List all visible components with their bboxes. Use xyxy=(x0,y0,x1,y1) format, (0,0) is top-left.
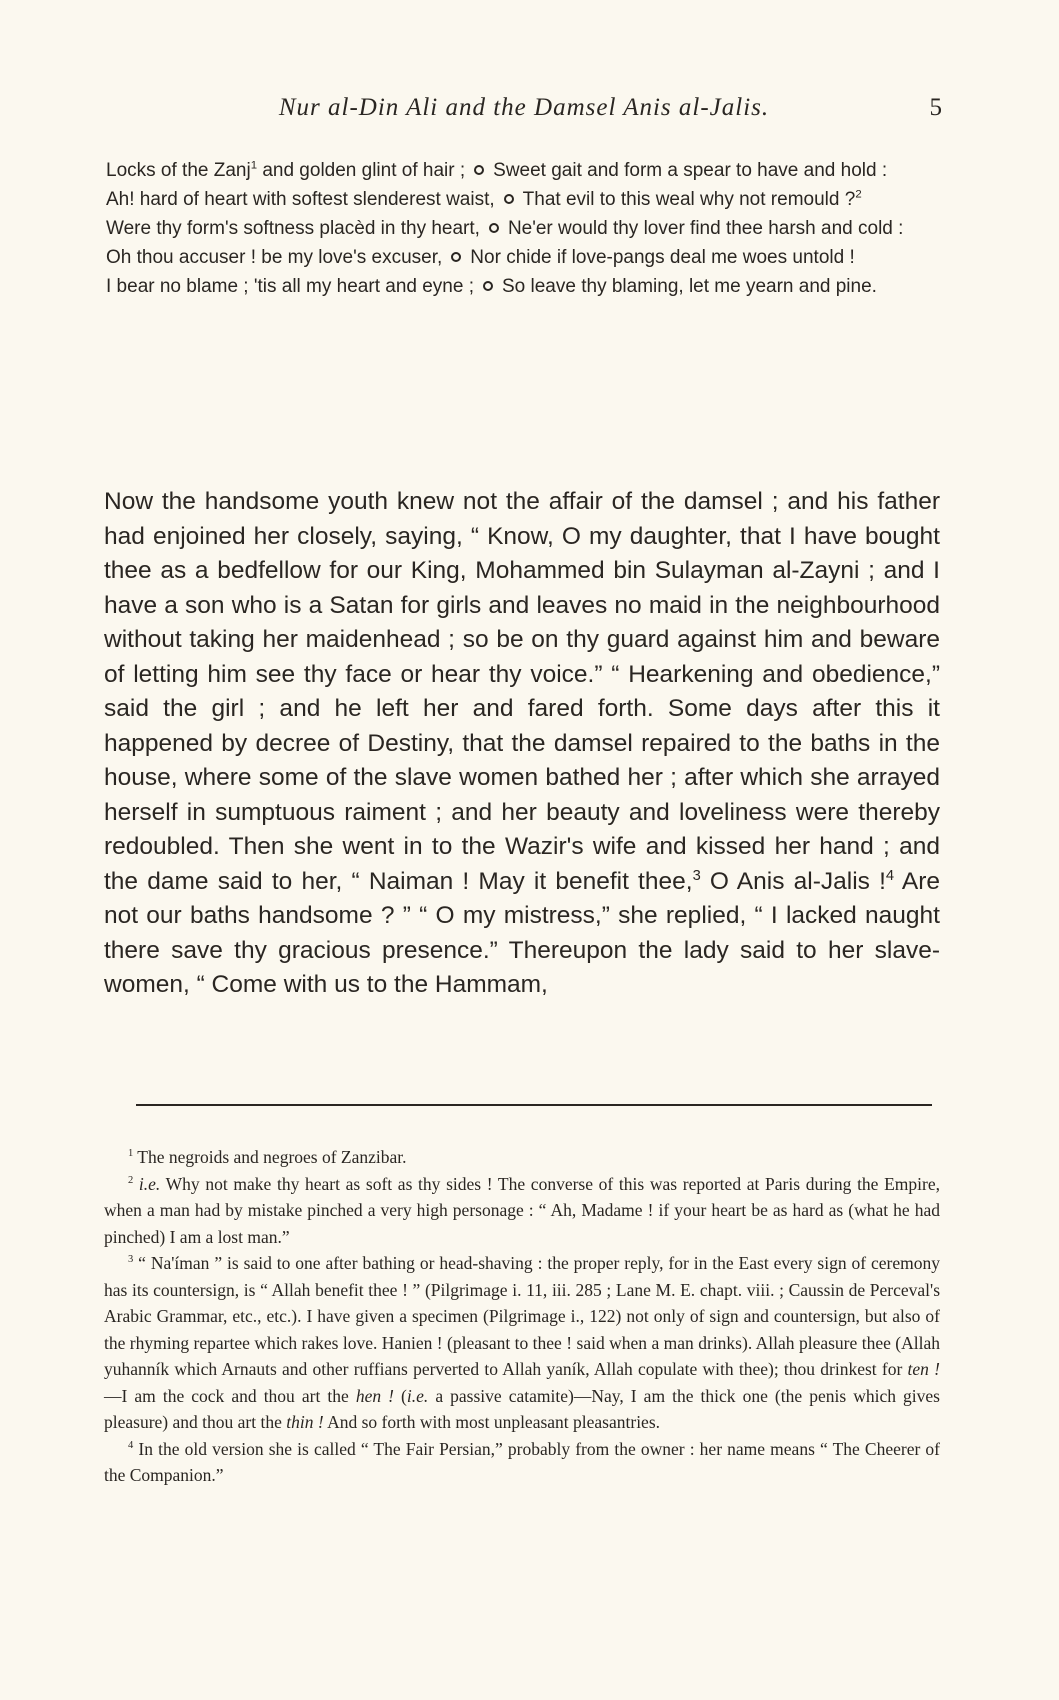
verse-text: and golden glint of hair ; xyxy=(257,160,466,181)
prose-text: Now the handsome youth knew not the affair of the damsel ; and his father had enjoined her closely, saying, “ Know, O my daughter, that I have bought thee as a bedfellow for our King, Mohammed bin Sulayman al-Zayni ; and I have a son who is a Satan for girls and leaves no maid in the neighbourhood without taking her maidenhead ; so be on thy guard against him and beware of letting him see thy face or hear thy voice.” “ Hearkening and obedience,” said the girl ; and he left her and fared forth. Some days after this it happened by decree of Destiny, that the damsel repaired to the baths in the house, where some of the slave women bathed her ; after which she arrayed herself in sumptuous raiment ; and her beauty and loveliness were thereby redoubled. Then she went in to the Wazir's wife and kissed her hand ; and the dame said to her, “ Naiman ! May it benefit thee, xyxy=(104,488,940,895)
verse-text: Oh thou accuser ! be my love's excuser, xyxy=(106,247,443,268)
verse-text: Were thy form's softness placèd in thy heart, xyxy=(106,218,480,239)
footnote-ref: 4 xyxy=(885,867,895,884)
verse-couplet xyxy=(106,272,942,301)
footnote-text: And so forth with most unpleasant pleasantries. xyxy=(323,1412,661,1432)
footnote xyxy=(104,1436,940,1489)
footnotes xyxy=(104,1144,940,1489)
verse-text: Locks of the Zanj xyxy=(106,160,251,181)
verse-block xyxy=(106,156,942,301)
footnote-number: 3 xyxy=(128,1254,134,1266)
page-number: 5 xyxy=(929,94,942,121)
verse-couplet xyxy=(106,214,942,243)
footnote-text: —I am the cock and thou art the xyxy=(104,1385,356,1406)
verse-couplet xyxy=(106,243,942,272)
footnote-text: “ Na'íman ” is said to one after bathing or head-shaving : the proper reply, for in the East every sign of ceremony has its countersign, is “ Allah benefit thee ! ” (Pilgrimage i. 11, iii. 285 ; Lane M. E. chapt. viii. ; Caussin de Perceval's Arabic Grammar, etc., etc.). I have given a specimen (Pilgrimage i., 122) not only of sign and countersign, but also of the rhyming repartee which rakes love. Hanien ! (pleasant to thee ! said when a man drinks). Allah pleasure thee (Allah yuhanník which Arnauts and other ruffians perverted to Allah yaník, Allah copulate with thee); thou drinkest for xyxy=(104,1253,940,1379)
couplet-separator-icon xyxy=(489,223,499,233)
verse-text: That evil to this weal why not remould ? xyxy=(522,189,856,210)
body-paragraph xyxy=(104,485,940,1003)
couplet-separator-icon xyxy=(474,165,484,175)
footnote-text: Why not make thy heart as soft as thy sides ! The converse of this was reported at Paris during the Empire, when a man had by mistake pinched a very high personage : “ Ah, Madame ! if your heart be as hard as (what he had pinched) I am a lost man.” xyxy=(104,1173,940,1247)
footnote-divider xyxy=(136,1104,932,1106)
footnote-ref: 1 xyxy=(250,159,258,172)
footnote-text: The negroids and negroes of Zanzibar. xyxy=(133,1147,407,1167)
verse-hemistich xyxy=(106,156,942,185)
footnote-italic: hen ! xyxy=(355,1385,394,1406)
footnote xyxy=(104,1250,940,1436)
couplet-separator-icon xyxy=(504,194,514,204)
prose-text: Are not our baths handsome ? ” “ O my mistress,” she replied, “ I lacked naught there save thy gracious presence.” Thereupon the lady said to her slave-women, “ Come with us to the Hammam, xyxy=(104,867,941,998)
footnote-italic: i.e. xyxy=(406,1385,429,1406)
verse-text: Ne'er would thy lover find thee harsh and cold : xyxy=(507,218,904,239)
verse-hemistich xyxy=(106,243,942,272)
footnote-text: ( xyxy=(393,1385,407,1406)
verse-couplet xyxy=(106,185,942,214)
footnote-number: 2 xyxy=(128,1174,134,1186)
verse-hemistich xyxy=(106,214,942,243)
footnote-italic: thin ! xyxy=(286,1412,324,1432)
footnote-number: 4 xyxy=(128,1439,134,1451)
running-head xyxy=(106,94,942,130)
couplet-separator-icon xyxy=(483,281,493,291)
verse-hemistich xyxy=(106,272,942,301)
prose-text: O Anis al-Jalis ! xyxy=(700,867,886,895)
running-title: Nur al-Din Ali and the Damsel Anis al-Jalis. xyxy=(278,94,770,121)
footnote-text: In the old version she is called “ The Fair Persian,” probably from the owner : her name means “ The Cheerer of the Companion.” xyxy=(104,1438,940,1485)
verse-text: Nor chide if love-pangs deal me woes untold ! xyxy=(470,247,855,268)
footnote-ref: 3 xyxy=(692,867,701,884)
footnote-ref: 2 xyxy=(855,188,862,201)
verse-text: Sweet gait and form a spear to have and hold : xyxy=(493,160,888,181)
footnote xyxy=(104,1144,940,1171)
verse-text: Ah! hard of heart with softest slenderest waist, xyxy=(106,189,495,210)
verse-text: I bear no blame ; 'tis all my heart and eyne ; xyxy=(106,276,474,297)
footnote-italic: i.e. xyxy=(138,1173,161,1194)
footnote-text: a passive catamite)—Nay, I am the thick one (the penis which gives pleasure) and thou art the xyxy=(104,1385,940,1432)
verse-text: So leave thy blaming, let me yearn and pine. xyxy=(502,276,877,297)
verse-hemistich xyxy=(106,185,942,214)
footnote xyxy=(104,1171,940,1251)
couplet-separator-icon xyxy=(451,252,461,262)
footnote-number: 1 xyxy=(128,1148,134,1160)
verse-couplet xyxy=(106,156,942,185)
footnote-italic: ten ! xyxy=(907,1359,940,1379)
